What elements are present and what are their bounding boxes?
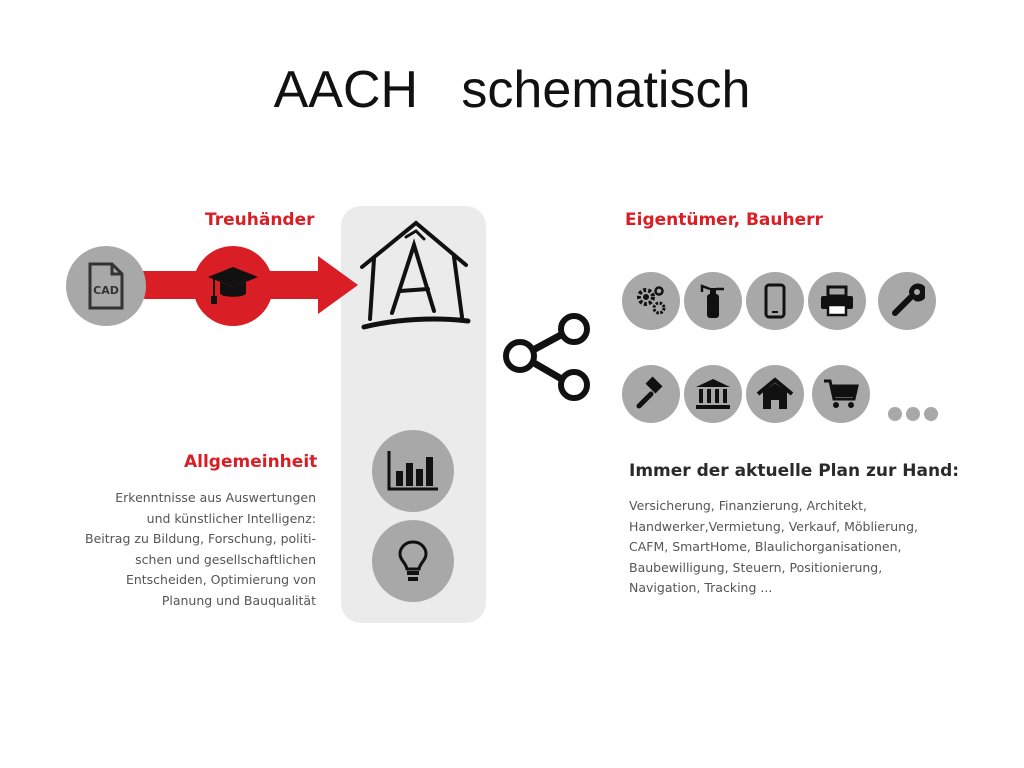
more-dots-icon (888, 407, 938, 421)
bar-chart-icon (386, 449, 440, 493)
fire-extinguisher-icon (698, 282, 728, 320)
dot (924, 407, 938, 421)
shop-circle (812, 365, 870, 423)
home-circle (746, 365, 804, 423)
printer-icon (819, 285, 855, 317)
share-icon (500, 312, 594, 404)
dot (888, 407, 902, 421)
text-line: Beitrag zu Bildung, Forschung, politi- (85, 531, 316, 546)
text-line: Versicherung, Finanzierung, Architekt, (629, 498, 867, 513)
house-icon (756, 377, 794, 411)
cad-label: CAD (93, 284, 119, 297)
gavel-icon (633, 376, 669, 412)
text-line: Navigation, Tracking ... (629, 580, 773, 595)
text-line: und künstlicher Intelligenz: (146, 510, 316, 526)
text-line: CAFM, SmartHome, Blaulichorganisationen, (629, 539, 902, 554)
shopping-cart-icon (822, 377, 860, 411)
graduation-cap-icon (206, 263, 260, 309)
trustee-circle (193, 246, 273, 326)
text-line: Baubewilligung, Steuern, Positionierung, (629, 559, 883, 575)
insight-circle (372, 520, 454, 602)
aach-logo-icon (356, 215, 472, 333)
treuhaender-label: Treuhänder (205, 210, 315, 230)
text-line: schen und gesellschaftlichen (135, 551, 316, 567)
dot (906, 407, 920, 421)
facility-circle (622, 272, 680, 330)
text-line: Entscheiden, Optimierung von (125, 572, 316, 587)
smartphone-icon (764, 283, 786, 319)
bank-icon (694, 377, 732, 411)
service-circle (878, 272, 936, 330)
text-line: Planung und Bauqualität (161, 592, 316, 608)
cad-file-icon (86, 262, 126, 310)
plan-text (629, 496, 989, 599)
cad-circle (66, 246, 146, 326)
lightbulb-icon (398, 539, 428, 583)
allgemeinheit-heading: Allgemeinheit (184, 452, 318, 472)
slide-title: AACH schematisch (273, 61, 751, 119)
statistics-circle (372, 430, 454, 512)
plan-heading: Immer der aktuelle Plan zur Hand: (629, 461, 960, 481)
legal-circle (622, 365, 680, 423)
text-line: Handwerker,Vermietung, Verkauf, Möblierung, (629, 518, 918, 534)
wrench-icon (889, 283, 925, 319)
eigentuemer-label: Eigentümer, Bauherr (625, 210, 823, 230)
fire-safety-circle (684, 272, 742, 330)
text-line: Erkenntnisse aus Auswertungen (115, 490, 316, 505)
print-circle (808, 272, 866, 330)
finance-circle (684, 365, 742, 423)
mobile-circle (746, 272, 804, 330)
gears-icon (633, 283, 669, 319)
allgemeinheit-text (60, 488, 316, 611)
